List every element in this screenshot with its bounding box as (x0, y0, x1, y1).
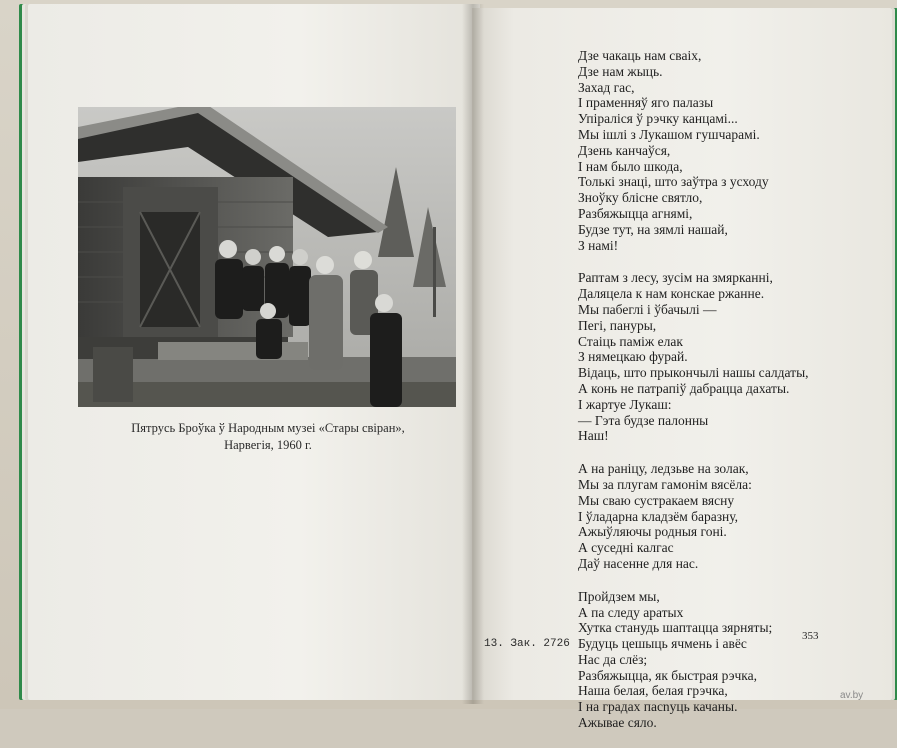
poem-line: Пегі, пануры, (578, 317, 657, 333)
poem-line: Хутка станудь шаптаццa зярняты; (578, 620, 773, 636)
poem-line: Даляцела к нам конскае ржанне. (578, 286, 765, 302)
caption-line: Нарвегія, 1960 г. (224, 438, 312, 452)
poem-line: Відаць, што прыкончылі нашы салдаты, (578, 365, 809, 381)
poem-line: Захад гас, (578, 79, 635, 95)
historic-photo (78, 107, 456, 407)
poem-stanza (578, 270, 878, 444)
poem-line: Мы пабеглі і ўбачылі — (578, 301, 717, 317)
poem-line: А суседні калгас (578, 540, 674, 556)
photo-caption (98, 420, 438, 454)
poem-line: А конь не патрапіў дабрацца дахаты. (578, 380, 790, 396)
poem-line: І ўладарна кладзём баразну, (578, 508, 739, 524)
poem-line: І жартуе Лукаш: (578, 396, 672, 412)
poem-stanza (578, 589, 878, 731)
poem-line: Нас да слёз; (578, 651, 648, 667)
book-gutter (462, 4, 484, 704)
poem-stanza (578, 48, 878, 253)
poem-line: І нам было шкода, (578, 158, 683, 174)
print-mark: 13. Зак. 2726 (484, 638, 570, 650)
poem-line: Будзе тут, на зямлі нашай, (578, 221, 728, 237)
poem-line: Пройдзем мы, (578, 588, 660, 604)
poem-stanza (578, 461, 878, 572)
poem-line: Мы ішлі з Лукашом гушчарамі. (578, 126, 760, 142)
poem-line: Дзень канчаўся, (578, 142, 671, 158)
poem-line: А па следу аратых (578, 604, 684, 620)
poem-line: Раптам з лесу, зусім на змярканні, (578, 270, 773, 286)
poem-line: Мы за плугам гамонім вясёла: (578, 476, 752, 492)
poem-line: Дзе чакаць нам сваіх, (578, 48, 702, 63)
poem-line: І праменняў яго палазы (578, 95, 714, 111)
poem-line: Дзе нам жыць. (578, 63, 663, 79)
page-number: 353 (802, 630, 819, 642)
watermark: av.by (840, 690, 864, 701)
poem-line: З нямецкаю фурай. (578, 349, 688, 365)
poem-line: Стаіць паміж елак (578, 333, 683, 349)
photo-illustration (78, 107, 456, 407)
open-book (10, 4, 892, 731)
poem-line: Разбяжыцца, як быстрая рэчка, (578, 667, 758, 683)
poem-line: Ажывае сяло. (578, 715, 657, 731)
caption-line: Пятрусь Броўка ў Народным музеі «Стары свіран», (131, 421, 405, 435)
poem-line: Толькі знаці, што заўтра з усходу (578, 174, 769, 190)
poem-line: З намі! (578, 237, 619, 253)
poem-text (578, 48, 878, 748)
poem-line: І на градах пасnуць качаны. (578, 699, 738, 715)
poem-line: Будуць цешыць ячмень і авёс (578, 636, 747, 652)
poem-line: Разбяжыцца агнямі, (578, 205, 693, 221)
poem-line: Мы сваю сустракаем вясну (578, 492, 735, 508)
poem-line: Зноўку бліснe святло, (578, 190, 703, 206)
poem-line: Даў насенне для нас. (578, 555, 699, 571)
poem-line: Наш! (578, 428, 609, 444)
poem-line: Упіраліся ў рэчку канцамі... (578, 111, 738, 127)
poem-line: Наша белая, белая грэчка, (578, 683, 728, 699)
poem-line: — Гэта будзе палонны (578, 412, 709, 428)
poem-line: А на раніцу, ледзьве на золак, (578, 461, 749, 477)
poem-line: Ажыўляючы родныя гоні. (578, 524, 727, 540)
